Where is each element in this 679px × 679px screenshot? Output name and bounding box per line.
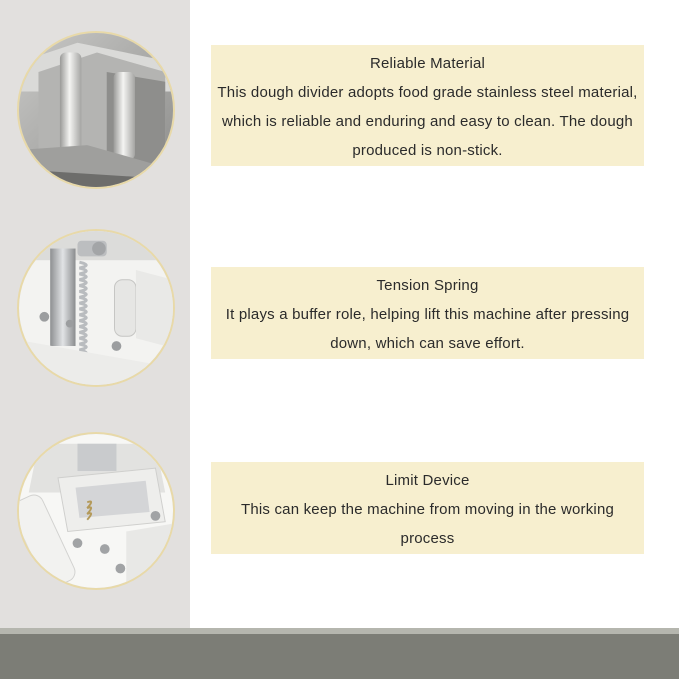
bottom-band	[0, 628, 679, 679]
bottom-band-highlight	[0, 628, 679, 634]
feature-tension-spring	[211, 267, 644, 359]
feature-title: Limit Device	[385, 472, 470, 489]
limit-device-photo	[17, 432, 175, 590]
tension-spring-photo	[17, 229, 175, 387]
feature-description: It plays a buffer role, helping lift this machine after pressing down, which can save effort.	[225, 306, 630, 352]
feature-title: Tension Spring	[376, 277, 479, 294]
feature-title: Reliable Material	[369, 55, 486, 72]
feature-reliable-material	[211, 45, 644, 166]
feature-description: This can keep the machine from moving in the working process	[240, 501, 615, 547]
feature-limit-device	[211, 462, 644, 554]
feature-description: This dough divider adopts food grade stainless steel material, which is reliable and enduring and easy to clean. The dough produced is non-stick.	[217, 84, 638, 159]
stainless-steel-plungers-photo	[17, 31, 175, 189]
